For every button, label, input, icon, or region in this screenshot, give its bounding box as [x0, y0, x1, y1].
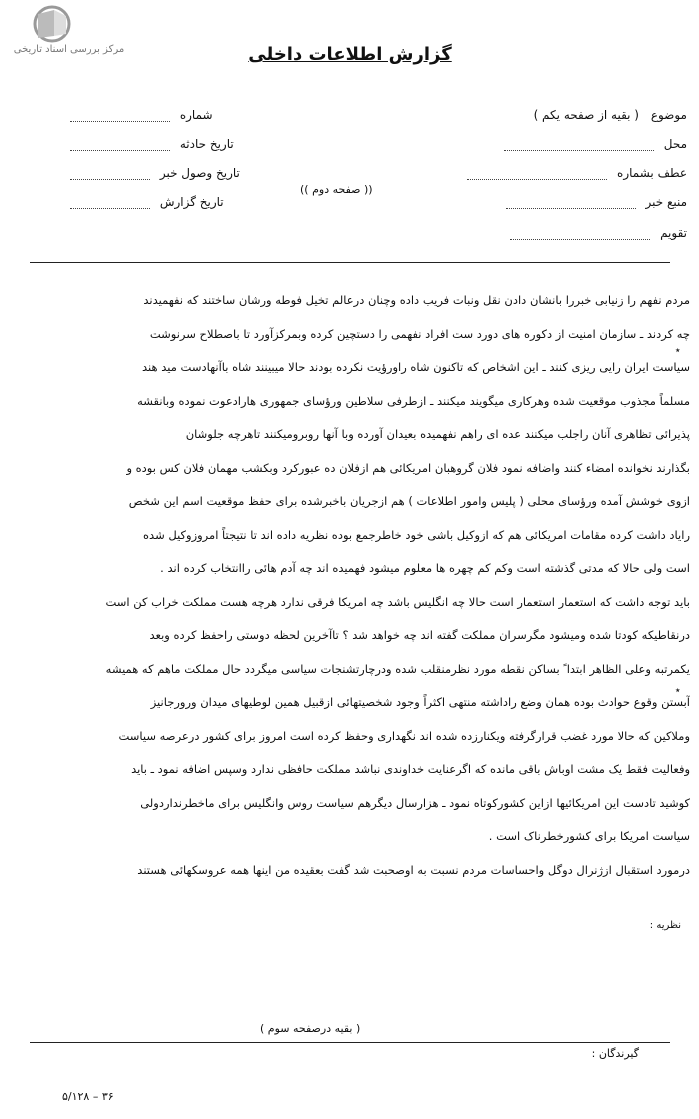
number-field: [70, 108, 213, 122]
body-line: مسلماً مجذوب موقعیت شده وهرکاری میگویند میکنند ـ ازطرفی سلاطین ورؤسای جمهوری هارادعوت نموده وبانقشه: [137, 393, 690, 408]
received-date-label: تاریخ وصول خبر: [159, 166, 240, 180]
location-field: [504, 137, 687, 151]
body-line: درنقاطیکه کودتا شده ومیشود مگرسران مملکت گفته اند چه خواهد شد ؟ تاآخرین لحظه دوستی راحفظ کرده وبعد: [149, 628, 690, 642]
source-label: منبع خبر: [645, 195, 687, 209]
margin-mark: ٭: [675, 345, 681, 356]
incident-date-field: [70, 137, 234, 151]
footer-divider: [30, 1042, 670, 1043]
subject-label: موضوع: [650, 108, 687, 122]
opinion-label: نظریه :: [649, 920, 681, 931]
attached-field: [467, 166, 687, 180]
continued-note: ( بقیه درصفحه سوم ): [260, 1022, 361, 1035]
attached-label: عطف بشماره: [617, 166, 687, 180]
body-line: سیاست امریکا برای کشورخطرناک است .: [488, 829, 690, 843]
report-title: گزارش اطلاعات داخلی: [248, 44, 452, 65]
document-number: ۵/۱۲۸ – ۳۶: [62, 1090, 114, 1103]
header-divider: [30, 262, 670, 263]
location-label: محل: [663, 137, 687, 151]
number-label: شماره: [179, 108, 213, 122]
body-line: سیاست ایران رایی ریزی کنند ـ این اشخاص که تاکنون شاه راورؤیت نکرده بودند حالا میبینند شاه باآنهادست مید هند: [141, 360, 690, 374]
page-number-note: (( صفحه دوم )): [300, 183, 373, 196]
incident-date-label: تاریخ حادثه: [179, 137, 234, 151]
margin-mark: ٭: [675, 685, 681, 696]
source-field: [506, 195, 687, 209]
received-date-field: [70, 166, 240, 180]
recipients-label: گیرندگان :: [591, 1047, 639, 1060]
body-line: پذیرائی تظاهری آنان راجلب میکنند عده ای راهم نفهمیده بعیدان آورده وبا آنها روبرومیکنند تاهرچه جلوشان: [185, 427, 690, 441]
body-line: مردم نفهم را زنیابی خبررا بانشان دادن نقل ونبات فریب داده وچنان درعالم تخیل فوطه ورشان ساختند که نفهمیدند: [143, 293, 690, 307]
subject-value: ( بقیه از صفحه یکم ): [533, 108, 639, 122]
body-line: رایاد داشت کرده مقامات امریکائی هم که ازوکیل باشی خود خاطرجمع بوده نظریه داده اند تا نتیجتاً امروزوکیل شده: [143, 527, 690, 542]
archive-logo-icon: [26, 4, 74, 44]
evaluation-label: تقویم: [660, 226, 687, 240]
subject-field: [534, 108, 687, 122]
body-line: باید توجه داشت که استعمار استعمار است حالا چه انگلیس باشد چه امریکا فرقی ندارد هرچه هست مملکت خراب کن است: [105, 594, 690, 609]
body-line: درمورد استقبال ازژنرال دوگل واحساسات مردم نسبت به اوصحبت شد گفت بعقیده من اینها همه عروسکهائی هستند: [137, 862, 690, 877]
logo-caption: مرکز بررسی اسناد تاریخی: [13, 44, 125, 55]
body-line: آبستن وقوع حوادث بوده همان وضع راداشته منتهی اکثراً وجود شخصیتهائی ازقبیل همین لوطیهای میدان ورورجانیز: [150, 695, 690, 709]
report-date-label: تاریخ گزارش: [159, 195, 224, 209]
report-body: [10, 284, 690, 887]
body-line: چه کردند ـ سازمان امنیت از دکوره های دورد ست افراد نفهمی را دستچین کرده وبمرکزآورد تا باصطلاح سرنوشت: [149, 326, 690, 341]
body-line: وفعالیت فقط یک مشت اوباش باقی مانده که اگرعنایت خداوندی نباشد مملکت حافظی ندارد وسپس اضافه نمود ـ باید: [131, 762, 690, 776]
body-line: کوشید تادست این امریکائیها ازاین کشورکوتاه نمود ـ هزارسال دیگرهم سیاست روس وانگلیس برای ماخطرنداردولی: [140, 795, 690, 810]
body-line: یکمرتبه وعلی الظاهر ابتدا ً بساکن نقطه مورد نظرمنقلب شده ودرچارتشنجات سیاسی میگردد حال مملکت ماهم که همیشه: [105, 661, 690, 676]
body-line: است ولی حالا که مدتی گذشته است وکم کم چهره ها معلوم میشود فهمیده اند چه آدم هائی راانتخاب کرده اند .: [160, 561, 690, 575]
body-line: بگذارند نخوانده امضاء کنند واضافه نمود فلان گروهبان امریکائی هم ازفلان ده عبورکرد وبکشب مهمان فلان کس بوده و: [126, 460, 690, 475]
body-line: وملاکین که حالا مورد غضب قرارگرفته ویکنارزده شده اند نگهداری وحفظ کرده است امروز برای کشور درعرصه سیاست: [118, 728, 690, 743]
evaluation-field: [510, 226, 687, 240]
report-date-field: [70, 195, 224, 209]
body-line: ازوی خوشش آمده ورؤسای محلی ( پلیس وامور اطلاعات ) هم ازجریان باخبرشده برای حفظ موقعیت اسم این شخص: [128, 494, 690, 508]
